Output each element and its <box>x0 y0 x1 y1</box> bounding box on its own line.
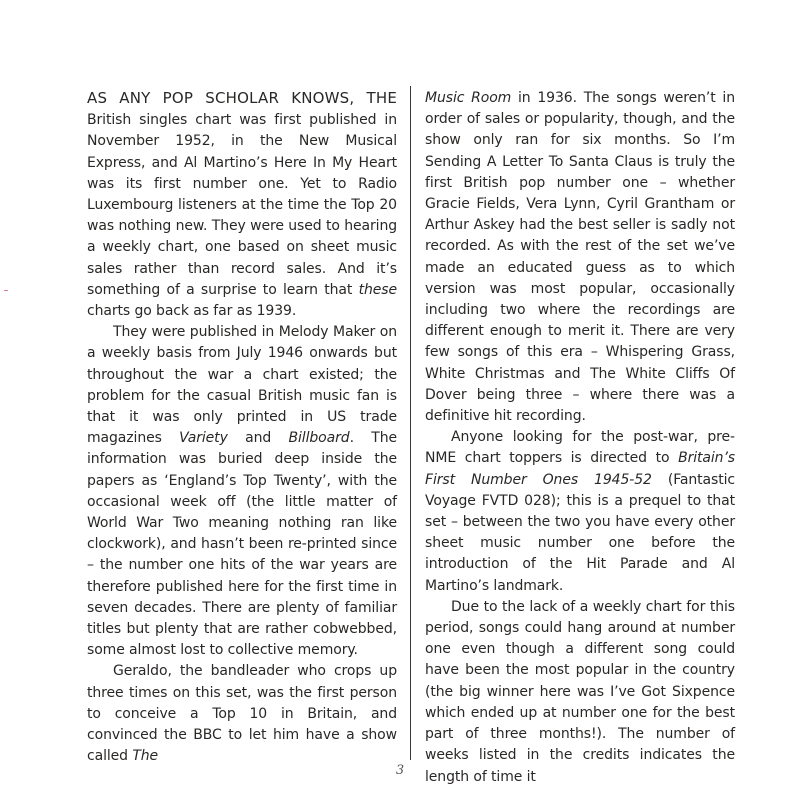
paragraph-5-text-b: (Fantastic Voyage FVTD 028); this is a prequel to that set – between the two you have every other sheet music number one before the introduction of the Hit Parade and Al Martino’s landmark. <box>425 471 735 594</box>
paragraph-4 <box>425 88 735 427</box>
left-column <box>87 88 397 768</box>
paragraph-1 <box>87 88 397 322</box>
paragraph-5-text-a: Anyone looking for the post-war, pre-NME chart toppers is directed to <box>425 429 735 467</box>
column-divider <box>410 86 411 760</box>
title-britains-first-number-ones: Britain’s First Number Ones 1945-52 <box>425 450 735 488</box>
paragraph-5 <box>425 427 735 597</box>
paragraph-2-text-c: . The information was buried deep inside the papers as ‘England’s Top Twenty’, with the occasional week off (the little matter of World War Two meaning nothing ran like clockwork), and hasn’t been re-printed since – the number one hits of the war years are therefore published here for the first time in seven decades. There are plenty of familiar titles but plenty that are rather cobwebbed, some almost lost to collective memory. <box>87 430 397 659</box>
title-variety: Variety <box>179 430 228 447</box>
paragraph-2-text-b: and <box>227 430 289 447</box>
lead-in-caps: AS ANY POP SCHOLAR KNOWS, THE <box>87 89 397 107</box>
margin-mark <box>4 290 8 291</box>
paragraph-1-text: British singles chart was first published in November 1952, in the New Musical Express, and Al Martino’s Here In My Heart was its first number one. Yet to Radio Luxembourg listeners at the time the Top 20 was nothing new. They were used to hearing a weekly chart, one based on sheet music sales rather than record sales. And it’s something of a surprise to learn that <box>87 112 397 298</box>
paragraph-2-text-a: They were published in Melody Maker on a weekly basis from July 1946 onwards but throughout the war a chart existed; the problem for the casual British music fan is that it was only printed in US trade magazines <box>87 324 397 447</box>
page-number: 3 <box>395 763 405 778</box>
paragraph-6: Due to the lack of a weekly chart for this period, songs could hang around at number one even though a different song could have been the most popular in the country (the big winner here was I’ve Got Sixpence which ended up at number one for the best part of three months!). The number of weeks listed in the credits indicates the length of time it <box>425 598 735 785</box>
title-billboard: Billboard <box>288 430 350 447</box>
paragraph-3-text: Geraldo, the bandleader who crops up three times on this set, was the first person to conceive a Top 10 in Britain, and convinced the BBC to let him have a show called <box>87 663 397 765</box>
emphasis-these: these <box>358 281 397 298</box>
right-column <box>425 88 735 788</box>
title-music-room: Music Room <box>425 90 512 106</box>
paragraph-4-text: in 1936. The songs weren’t in order of sales or popularity, though, and the show only ran for six months. So I’m Sending A Letter To Santa Claus is truly the first British pop number one – whether Gracie Fields, Vera Lynn, Cyril Grantham or Arthur Askey had the best seller is sadly not recorded. As with the rest of the set we’ve made an educated guess as to which version was most popular, occasionally including two where the recordings are different enough to merit it. There are very few songs of this era – Whispering Grass, White Christmas and The White Cliffs Of Dover being three – where there was a definitive hit recording. <box>425 90 735 425</box>
paragraph-3 <box>87 661 397 767</box>
paragraph-1-end: charts go back as far as 1939. <box>87 303 297 320</box>
paragraph-2 <box>87 322 397 661</box>
title-the-music-room-start: The <box>132 748 159 765</box>
